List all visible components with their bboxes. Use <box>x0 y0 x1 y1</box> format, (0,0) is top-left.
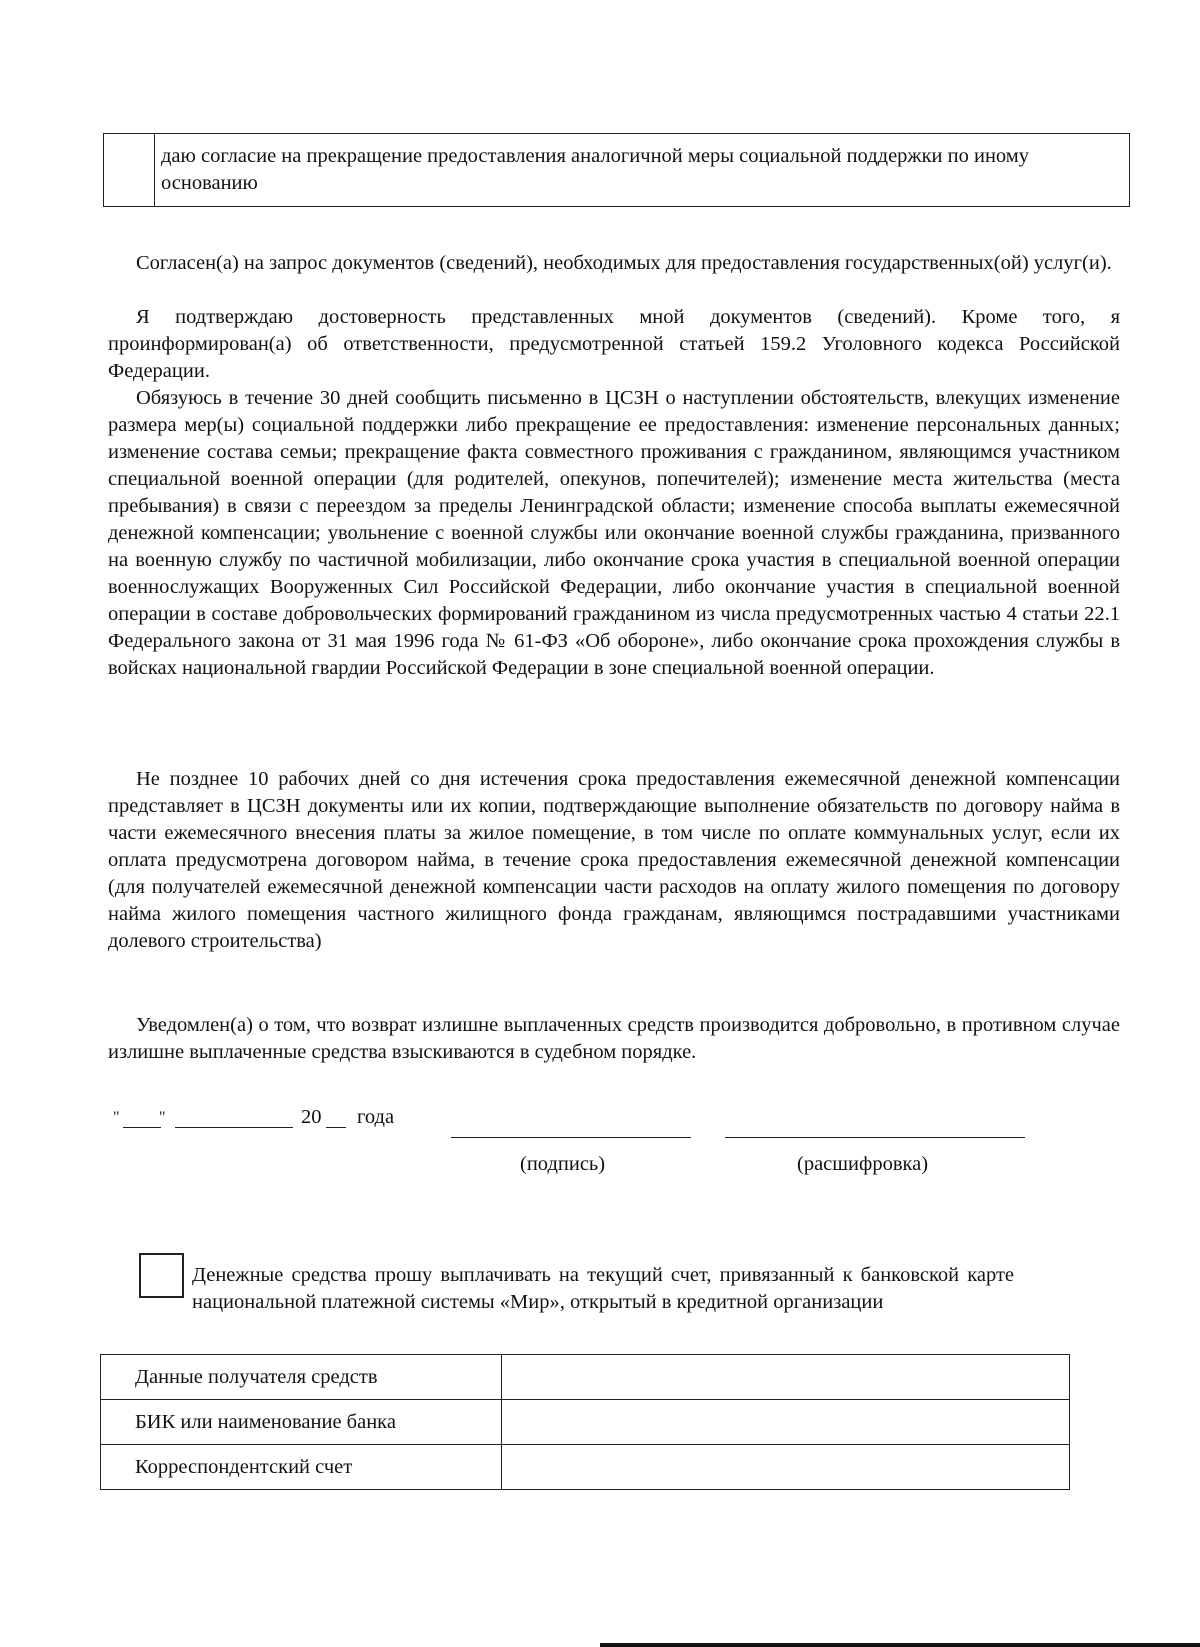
year-blank-line <box>326 1127 346 1128</box>
consent-option-checkbox[interactable] <box>104 134 155 207</box>
correspondent-account-label: Корреспондентский счет <box>101 1445 502 1490</box>
date-quote-close: " <box>159 1109 166 1126</box>
year-prefix: 20 <box>301 1106 322 1128</box>
date-quote-open: " <box>113 1109 120 1126</box>
scan-edge <box>600 1643 1200 1647</box>
bank-option-text: Денежные средства прошу выплачивать на текущий счет, привязанный к банковской карте национальной платежной системы «Мир», открытый в кредитной организации <box>192 1264 1014 1313</box>
signature-line[interactable] <box>451 1137 691 1138</box>
signature-caption: (подпись) <box>520 1153 606 1175</box>
paragraph-authenticity: Я подтверждаю достоверность представленных мной документов (сведений). Кроме того, я проинформирован(а) об ответственности, предусмотренной статьей 159.2 Уголовного кодекса Российской Федерации. <box>108 306 1120 382</box>
table-row <box>101 1400 1070 1445</box>
bank-option-checkbox[interactable] <box>139 1253 184 1298</box>
recipient-data-field[interactable] <box>502 1355 1070 1400</box>
decryption-caption: (расшифровка) <box>797 1153 929 1175</box>
decryption-line[interactable] <box>725 1137 1025 1138</box>
bank-details-table <box>100 1354 1070 1490</box>
correspondent-account-field[interactable] <box>502 1445 1070 1490</box>
recipient-data-label: Данные получателя средств <box>101 1355 502 1400</box>
bank-bik-label: БИК или наименование банка <box>101 1400 502 1445</box>
date-field[interactable] <box>113 1104 413 1132</box>
consent-option-text: даю согласие на прекращение предоставления аналогичной меры социальной поддержки по иному основанию <box>155 134 1130 207</box>
bank-bik-field[interactable] <box>502 1400 1070 1445</box>
day-blank-line <box>123 1127 161 1128</box>
year-suffix: года <box>357 1106 395 1128</box>
month-blank-line <box>175 1127 293 1128</box>
paragraph-obligation: Обязуюсь в течение 30 дней сообщить письменно в ЦСЗН о наступлении обстоятельств, влекущих изменение размера мер(ы) социальной поддержки либо прекращение ее предоставления: изменение персональных данных; изменение состава семьи; прекращение факта совместного проживания с гражданином, являющимся участником специальной военной операции (для родителей, опекунов, попечителей); изменение места жительства (места пребывания) в связи с переездом за пределы Ленинградской области; изменение способа выплаты ежемесячной денежной компенсации; увольнение с военной службы или окончание военной службы гражданина, призванного на военную службу по частичной мобилизации, либо окончание срока участия в специальной военной операции военнослужащих Вооруженных Сил Российской Федерации, либо окончание участия в специальной военной операции в составе добровольческих формирований гражданином из числа предусмотренных частью 4 статьи 22.1 Федерального закона от 31 мая 1996 года № 61-ФЗ «Об обороне», либо окончание срока прохождения службы в войсках национальной гвардии Российской Федерации в зоне специальной военной операции. <box>108 387 1120 679</box>
paragraph-consent-request: Согласен(а) на запрос документов (сведений), необходимых для предоставления государственных(ой) услуг(и). <box>136 252 1112 274</box>
paragraph-documents: Не позднее 10 рабочих дней со дня истечения срока предоставления ежемесячной денежной компенсации представляет в ЦСЗН документы или их копии, подтверждающие выполнение обязательств по договору найма в части ежемесячного внесения платы за жилое помещение, в том числе по оплате коммунальных услуг, если их оплата предусмотрена договором найма, в течение срока предоставления ежемесячной денежной компенсации (для получателей ежемесячной денежной компенсации части расходов на оплату жилого помещения по договору найма жилого помещения частного жилищного фонда гражданам, являющимся пострадавшими участниками долевого строительства) <box>108 768 1120 952</box>
paragraph-refund-notice: Уведомлен(а) о том, что возврат излишне выплаченных средств производится добровольно, в противном случае излишне выплаченные средства взыскиваются в судебном порядке. <box>108 1014 1120 1063</box>
table-row <box>101 1445 1070 1490</box>
table-row <box>101 1355 1070 1400</box>
consent-option-table <box>103 133 1130 207</box>
